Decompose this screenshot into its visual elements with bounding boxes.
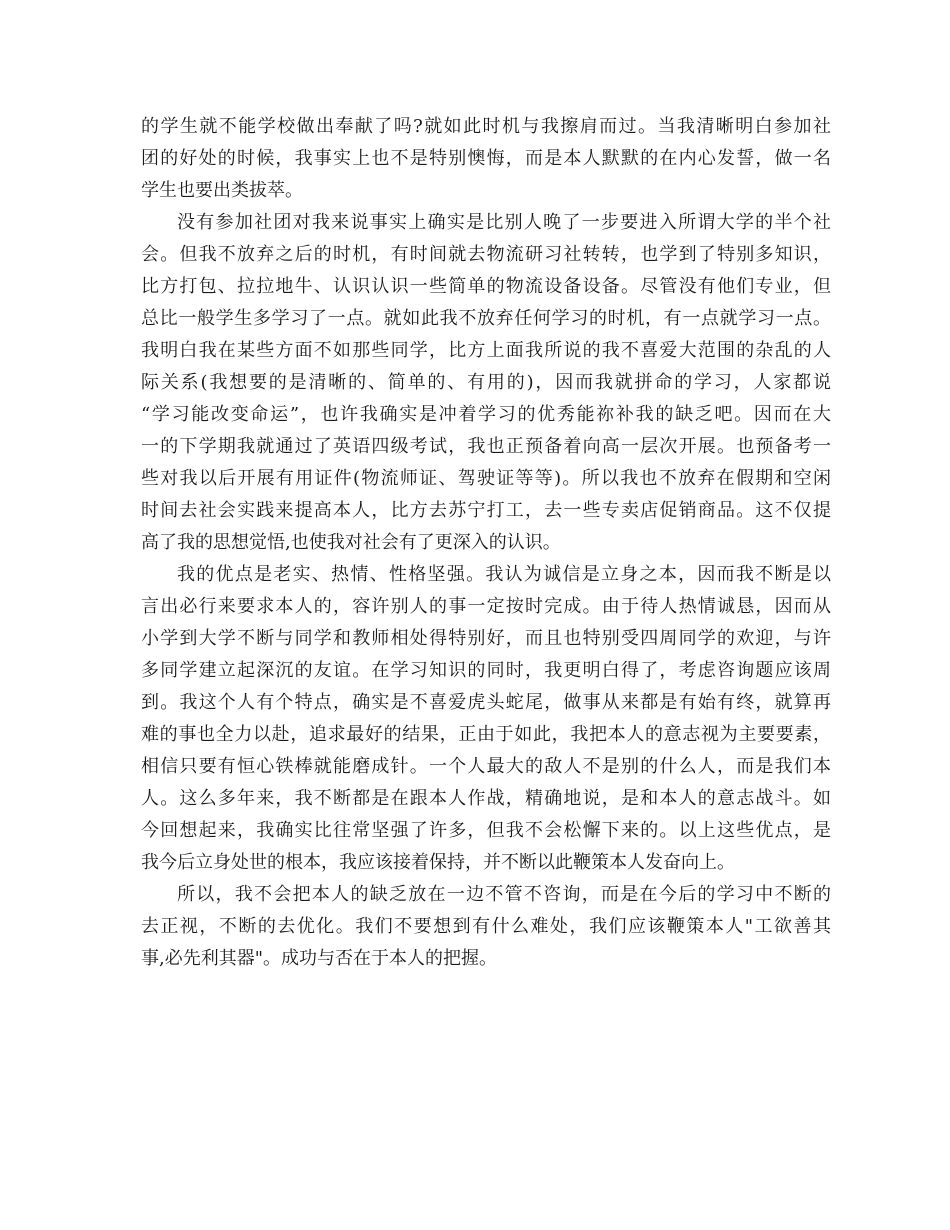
text-line: 我明白我在某些方面不如那些同学，比方上面我所说的我不喜爱大范围的杂乱的人 [141, 340, 831, 361]
text-line: 多同学建立起深沉的友谊。在学习知识的同时，我更明白得了，考虑咨询题应该周 [141, 660, 831, 681]
text-line: 一的下学期我就通过了英语四级考试，我也正预备着向高一层次开展。也预备考一 [141, 436, 831, 457]
text-line: 比方打包、拉拉地牛、认识认识一些简单的物流设备设备。尽管没有他们专业，但 [141, 276, 831, 297]
text-line: 人。这么多年来，我不断都是在跟本人作战，精确地说，是和本人的意志战斗。如 [141, 788, 831, 809]
text-line: 际关系(我想要的是清晰的、简单的、有用的)，因而我就拼命的学习，人家都说 [141, 372, 831, 393]
text-line: 会。但我不放弃之后的时机，有时间就去物流研习社转转，也学到了特别多知识， [141, 244, 831, 265]
text-line: 总比一般学生多学习了一点。就如此我不放弃任何学习的时机，有一点就学习一点。 [141, 308, 831, 329]
text-line: 今回想起来，我确实比往常坚强了许多，但我不会松懈下来的。以上这些优点，是 [141, 820, 831, 841]
paragraph-first-line: 没有参加社团对我来说事实上确实是比别人晚了一步要进入所谓大学的半个社 [177, 212, 831, 233]
text-line: 到。我这个人有个特点，确实是不喜爱虎头蛇尾，做事从来都是有始有终，就算再 [141, 692, 831, 713]
text-line: 时间去社会实践来提高本人，比方去苏宁打工，去一些专卖店促销商品。这不仅提 [141, 500, 831, 521]
text-line: 事,必先利其器"。成功与否在于本人的把握。 [141, 948, 497, 969]
text-line: 高了我的思想觉悟,也使我对社会有了更深入的认识。 [141, 532, 561, 553]
body-text [141, 111, 831, 975]
text-line: 相信只要有恒心铁棒就能磨成针。一个人最大的敌人不是别的什么人，而是我们本 [141, 756, 831, 777]
text-line: 我今后立身处世的根本，我应该接着保持，并不断以此鞭策本人发奋向上。 [141, 852, 735, 873]
text-line: 的学生就不能学校做出奉献了吗?就如此时机与我擦肩而过。当我清晰明白参加社 [141, 116, 831, 137]
text-line: 去正视，不断的去优化。我们不要想到有什么难处，我们应该鞭策本人"工欲善其 [141, 916, 831, 937]
text-line: 难的事也全力以赴，追求最好的结果，正由于如此，我把本人的意志视为主要要素， [141, 724, 831, 745]
text-line: 学生也要出类拔萃。 [141, 180, 303, 201]
text-line: “学习能改变命运”，也许我确实是冲着学习的优秀能祢补我的缺乏吧。因而在大 [141, 404, 831, 425]
paragraph-first-line: 所以，我不会把本人的缺乏放在一边不管不咨询，而是在今后的学习中不断的 [177, 884, 831, 905]
text-line: 团的好处的时候，我事实上也不是特别懊悔，而是本人默默的在内心发誓，做一名 [141, 148, 831, 169]
text-line: 言出必行来要求本人的，容许别人的事一定按时完成。由于待人热情诚恳，因而从 [141, 596, 831, 617]
paragraph-first-line: 我的优点是老实、热情、性格坚强。我认为诚信是立身之本，因而我不断是以 [177, 564, 831, 585]
text-line: 些对我以后开展有用证件(物流师证、驾驶证等等)。所以我也不放弃在假期和空闲 [141, 468, 831, 489]
text-line: 小学到大学不断与同学和教师相处得特别好，而且也特别受四周同学的欢迎，与许 [141, 628, 831, 649]
